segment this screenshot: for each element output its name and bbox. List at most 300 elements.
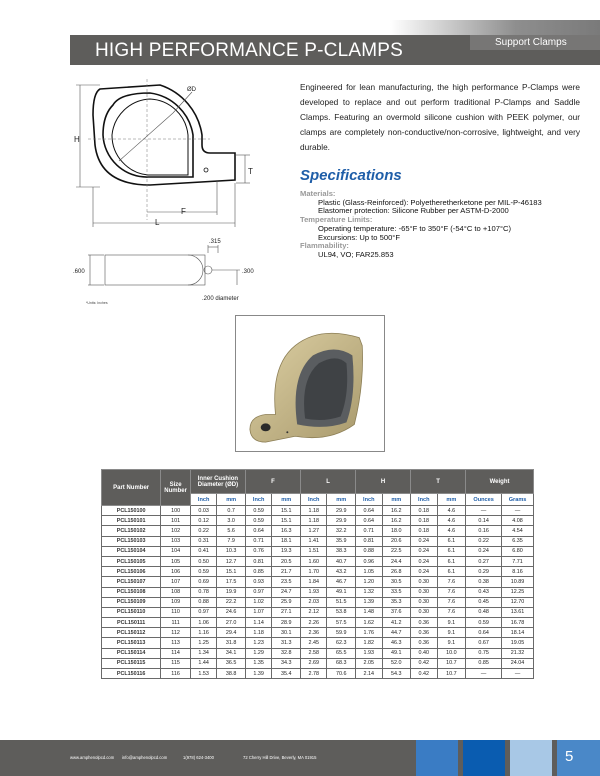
table-cell: 0.12 <box>190 516 216 526</box>
table-cell: 31.3 <box>272 638 301 648</box>
table-cell: 65.5 <box>327 648 356 658</box>
spec-line: Excursions: Up to 500°F <box>318 232 400 242</box>
table-cell: 0.76 <box>245 546 271 556</box>
table-cell: 0.64 <box>356 506 382 516</box>
footer-email: info@amphenolpcd.com <box>122 755 168 760</box>
table-cell: 0.38 <box>466 577 502 587</box>
table-row <box>102 556 534 566</box>
table-cell: 0.85 <box>245 567 271 577</box>
table-cell: 0.42 <box>411 658 437 668</box>
table-cell: 106 <box>161 567 191 577</box>
table-cell: 15.1 <box>217 567 246 577</box>
table-cell: 0.67 <box>466 638 502 648</box>
table-row <box>102 516 534 526</box>
table-cell: 1.60 <box>301 556 327 566</box>
table-cell: 6.1 <box>437 556 466 566</box>
part-number-cell: PCL150109 <box>102 597 161 607</box>
table-cell: 19.3 <box>272 546 301 556</box>
table-cell: 38.8 <box>217 669 246 679</box>
part-number-cell: PCL150113 <box>102 638 161 648</box>
spec-line: Operating temperature: -65°F to 350°F (-54°C to +107°C) <box>318 223 512 233</box>
table-cell: 1.93 <box>356 648 382 658</box>
table-cell: 2.03 <box>301 597 327 607</box>
part-number-cell: PCL150102 <box>102 526 161 536</box>
unit-header: Inch <box>301 494 327 506</box>
spec-label-temperature: Temperature Limits: <box>300 215 373 225</box>
table-cell: 2.69 <box>301 658 327 668</box>
section-label: Support Clamps <box>495 37 567 48</box>
table-cell: 35.9 <box>327 536 356 546</box>
technical-diagram <box>60 75 285 315</box>
table-cell: 10.89 <box>502 577 534 587</box>
table-cell: 33.5 <box>382 587 411 597</box>
table-cell: 46.3 <box>382 638 411 648</box>
table-cell: 22.5 <box>382 546 411 556</box>
table-cell: 41.2 <box>382 618 411 628</box>
table-cell: 9.1 <box>437 638 466 648</box>
table-cell: 24.7 <box>272 587 301 597</box>
table-cell: 110 <box>161 607 191 617</box>
table-cell: 52.0 <box>382 658 411 668</box>
table-cell: 0.16 <box>466 526 502 536</box>
table-cell: 0.40 <box>411 648 437 658</box>
table-cell: 0.30 <box>411 597 437 607</box>
table-cell: 0.75 <box>466 648 502 658</box>
footer-color-block <box>463 740 505 776</box>
table-cell: 40.7 <box>327 556 356 566</box>
table-cell: 32.8 <box>272 648 301 658</box>
table-cell: 16.2 <box>382 516 411 526</box>
table-cell: 0.64 <box>466 628 502 638</box>
table-row <box>102 587 534 597</box>
table-cell: 31.8 <box>217 638 246 648</box>
spec-line: Plastic (Glass-Reinforced): Polyetheretherketone per MIL-P-46183 <box>318 197 542 207</box>
table-cell: 4.08 <box>502 516 534 526</box>
table-cell: 7.71 <box>502 556 534 566</box>
table-cell: 12.7 <box>217 556 246 566</box>
table-cell: 2.36 <box>301 628 327 638</box>
table-cell: 29.9 <box>327 516 356 526</box>
table-cell: 13.61 <box>502 607 534 617</box>
table-cell: 7.9 <box>217 536 246 546</box>
table-cell: 8.16 <box>502 567 534 577</box>
table-cell: 1.82 <box>356 638 382 648</box>
table-cell: 20.6 <box>382 536 411 546</box>
table-cell: 27.0 <box>217 618 246 628</box>
table-row <box>102 506 534 516</box>
table-cell: 29.9 <box>327 506 356 516</box>
table-cell: 113 <box>161 638 191 648</box>
table-cell: 29.4 <box>217 628 246 638</box>
table-cell: 1.44 <box>190 658 216 668</box>
col-header-l: L <box>301 470 356 494</box>
part-number-cell: PCL150107 <box>102 577 161 587</box>
table-cell: 0.88 <box>190 597 216 607</box>
table-cell: 19.9 <box>217 587 246 597</box>
part-number-cell: PCL150108 <box>102 587 161 597</box>
table-cell: 0.30 <box>411 587 437 597</box>
table-row <box>102 526 534 536</box>
table-cell: 16.3 <box>272 526 301 536</box>
unit-header: Ounces <box>466 494 502 506</box>
table-cell: 1.05 <box>356 567 382 577</box>
col-header-h: H <box>356 470 411 494</box>
table-cell: 17.5 <box>217 577 246 587</box>
table-cell: 0.03 <box>190 506 216 516</box>
unit-header: Inch <box>356 494 382 506</box>
table-cell: 0.59 <box>190 567 216 577</box>
table-cell: 114 <box>161 648 191 658</box>
table-cell: 6.1 <box>437 536 466 546</box>
table-cell: 49.1 <box>382 648 411 658</box>
table-cell: 0.24 <box>411 536 437 546</box>
table-cell: 0.22 <box>466 536 502 546</box>
table-cell: 4.6 <box>437 526 466 536</box>
specifications-table <box>101 469 534 679</box>
footer-phone: 1(978) 624-3400 <box>183 755 214 760</box>
table-cell: 0.48 <box>466 607 502 617</box>
table-cell: 0.36 <box>411 618 437 628</box>
dim-label-width: .315 <box>209 239 221 245</box>
table-cell: 115 <box>161 658 191 668</box>
table-cell: 0.31 <box>190 536 216 546</box>
table-cell: 0.36 <box>411 638 437 648</box>
table-cell: 7.6 <box>437 577 466 587</box>
table-cell: 28.9 <box>272 618 301 628</box>
table-cell: 10.7 <box>437 658 466 668</box>
footer-website: www.amphenolpcd.com <box>70 755 115 760</box>
table-cell: 1.35 <box>245 658 271 668</box>
table-cell: 0.59 <box>245 516 271 526</box>
table-cell: 10.7 <box>437 669 466 679</box>
table-cell: 0.59 <box>466 618 502 628</box>
table-cell: 1.41 <box>301 536 327 546</box>
table-cell: 1.18 <box>301 516 327 526</box>
table-cell: 1.29 <box>245 648 271 658</box>
table-cell: 0.64 <box>245 526 271 536</box>
table-cell: 101 <box>161 516 191 526</box>
table-cell: 1.20 <box>356 577 382 587</box>
table-cell: 1.62 <box>356 618 382 628</box>
table-cell: 30.5 <box>382 577 411 587</box>
table-cell: 1.25 <box>190 638 216 648</box>
table-cell: 0.97 <box>190 607 216 617</box>
table-row <box>102 536 534 546</box>
table-cell: 0.88 <box>356 546 382 556</box>
unit-header: Inch <box>245 494 271 506</box>
table-row <box>102 648 534 658</box>
table-cell: 1.07 <box>245 607 271 617</box>
table-cell: 21.7 <box>272 567 301 577</box>
table-cell: 112 <box>161 628 191 638</box>
table-cell: 19.05 <box>502 638 534 648</box>
unit-header: Grams <box>502 494 534 506</box>
header-gradient <box>390 20 600 35</box>
unit-header: mm <box>327 494 356 506</box>
dim-label-h: H <box>74 135 80 144</box>
table-cell: 7.6 <box>437 597 466 607</box>
col-header-part-number: Part Number <box>102 470 161 506</box>
table-cell: 1.39 <box>245 669 271 679</box>
table-cell: 6.1 <box>437 546 466 556</box>
table-cell: 34.3 <box>272 658 301 668</box>
part-number-cell: PCL150111 <box>102 618 161 628</box>
table-cell: 1.14 <box>245 618 271 628</box>
dim-label-t: T <box>248 167 253 176</box>
table-cell: 1.48 <box>356 607 382 617</box>
table-cell: 0.18 <box>411 516 437 526</box>
dim-label-diameter: ØD <box>187 87 196 93</box>
part-number-cell: PCL150116 <box>102 669 161 679</box>
table-cell: 0.78 <box>190 587 216 597</box>
table-body <box>102 506 534 679</box>
table-cell: 0.29 <box>466 567 502 577</box>
table-cell: 26.8 <box>382 567 411 577</box>
table-cell: 111 <box>161 618 191 628</box>
table-cell: 109 <box>161 597 191 607</box>
table-cell: — <box>466 506 502 516</box>
table-cell: 9.1 <box>437 618 466 628</box>
spec-line: UL94, VO; FAR25.853 <box>318 249 394 259</box>
table-cell: 1.53 <box>190 669 216 679</box>
table-cell: 0.30 <box>411 607 437 617</box>
table-cell: 1.76 <box>356 628 382 638</box>
dim-label-side-height: .600 <box>73 269 85 275</box>
table-cell: 49.1 <box>327 587 356 597</box>
table-cell: — <box>502 506 534 516</box>
unit-header: mm <box>437 494 466 506</box>
table-cell: 46.7 <box>327 577 356 587</box>
part-number-cell: PCL150112 <box>102 628 161 638</box>
table-cell: — <box>466 669 502 679</box>
table-cell: 16.78 <box>502 618 534 628</box>
table-cell: 107 <box>161 577 191 587</box>
table-cell: 0.27 <box>466 556 502 566</box>
table-cell: 68.3 <box>327 658 356 668</box>
footer-color-block <box>557 740 600 776</box>
table-cell: 59.9 <box>327 628 356 638</box>
table-cell: 38.3 <box>327 546 356 556</box>
table-cell: 0.45 <box>466 597 502 607</box>
intro-paragraph: Engineered for lean manufacturing, the high performance P-Clamps were developed to replace and out perform traditional P-Clamps and Saddle Clamps. Featuring an overmold silicone cushion with PEEK polymer, our clamps are completely non-conductive/non-corrosive, lightweight, and very durable. <box>300 82 580 152</box>
table-cell: 37.6 <box>382 607 411 617</box>
table-cell: 2.12 <box>301 607 327 617</box>
table-cell: 30.1 <box>272 628 301 638</box>
table-cell: 4.54 <box>502 526 534 536</box>
table-cell: 9.1 <box>437 628 466 638</box>
table-cell: 0.64 <box>356 516 382 526</box>
table-cell: 36.5 <box>217 658 246 668</box>
table-cell: 70.6 <box>327 669 356 679</box>
table-cell: 24.6 <box>217 607 246 617</box>
spec-label-flammability: Flammability: <box>300 241 349 251</box>
footer-color-block <box>510 740 552 776</box>
table-cell: 23.5 <box>272 577 301 587</box>
table-cell: 0.71 <box>356 526 382 536</box>
table-cell: 1.39 <box>356 597 382 607</box>
part-number-cell: PCL150101 <box>102 516 161 526</box>
table-cell: 102 <box>161 526 191 536</box>
table-cell: 0.18 <box>411 506 437 516</box>
dim-label-f: F <box>181 207 186 216</box>
table-cell: 4.6 <box>437 516 466 526</box>
table-cell: 0.41 <box>190 546 216 556</box>
table-cell: 0.71 <box>245 536 271 546</box>
part-number-cell: PCL150114 <box>102 648 161 658</box>
table-cell: 2.45 <box>301 638 327 648</box>
table-cell: 5.6 <box>217 526 246 536</box>
table-cell: 10.3 <box>217 546 246 556</box>
table-row <box>102 669 534 679</box>
units-note: *Units: Inches <box>86 301 108 305</box>
table-cell: 1.32 <box>356 587 382 597</box>
table-cell: 22.2 <box>217 597 246 607</box>
table-row <box>102 577 534 587</box>
part-number-cell: PCL150105 <box>102 556 161 566</box>
table-cell: 1.23 <box>245 638 271 648</box>
table-row <box>102 597 534 607</box>
col-header-weight: Weight <box>466 470 534 494</box>
part-number-cell: PCL150103 <box>102 536 161 546</box>
part-number-cell: PCL150115 <box>102 658 161 668</box>
table-cell: 105 <box>161 556 191 566</box>
dim-label-hole-diameter: .200 diameter <box>202 296 239 302</box>
table-cell: 15.1 <box>272 506 301 516</box>
table-cell: 44.7 <box>382 628 411 638</box>
table-cell: 1.27 <box>301 526 327 536</box>
col-header-size-number: Size Number <box>161 470 191 506</box>
specifications-list <box>300 190 542 260</box>
table-row <box>102 607 534 617</box>
table-cell: 1.70 <box>301 567 327 577</box>
table-cell: 7.6 <box>437 607 466 617</box>
table-cell: 51.5 <box>327 597 356 607</box>
unit-header: mm <box>382 494 411 506</box>
table-cell: 0.69 <box>190 577 216 587</box>
unit-header: mm <box>217 494 246 506</box>
table-cell: 20.5 <box>272 556 301 566</box>
table-row <box>102 638 534 648</box>
table-cell: 0.24 <box>411 556 437 566</box>
table-cell: 2.78 <box>301 669 327 679</box>
table-cell: 2.05 <box>356 658 382 668</box>
table-cell: 24.04 <box>502 658 534 668</box>
table-cell: 1.16 <box>190 628 216 638</box>
table-cell: 27.1 <box>272 607 301 617</box>
table-cell: 53.8 <box>327 607 356 617</box>
table-row <box>102 567 534 577</box>
table-cell: 0.36 <box>411 628 437 638</box>
col-header-t: T <box>411 470 466 494</box>
table-cell: 10.0 <box>437 648 466 658</box>
table-cell: 12.70 <box>502 597 534 607</box>
table-cell: 103 <box>161 536 191 546</box>
table-cell: 25.9 <box>272 597 301 607</box>
table-cell: 18.0 <box>382 526 411 536</box>
table-cell: 35.3 <box>382 597 411 607</box>
table-row <box>102 628 534 638</box>
part-number-cell: PCL150106 <box>102 567 161 577</box>
table-cell: 2.14 <box>356 669 382 679</box>
table-cell: 6.35 <box>502 536 534 546</box>
table-cell: 6.80 <box>502 546 534 556</box>
col-header-inner-cushion: Inner Cushion Diameter (ØD) <box>190 470 245 494</box>
table-cell: 0.81 <box>356 536 382 546</box>
table-cell: 0.59 <box>245 506 271 516</box>
part-number-cell: PCL150100 <box>102 506 161 516</box>
table-cell: — <box>502 669 534 679</box>
col-header-f: F <box>245 470 300 494</box>
table-cell: 0.50 <box>190 556 216 566</box>
table-cell: 54.3 <box>382 669 411 679</box>
table-row <box>102 658 534 668</box>
table-cell: 57.5 <box>327 618 356 628</box>
table-cell: 62.3 <box>327 638 356 648</box>
table-cell: 1.51 <box>301 546 327 556</box>
table-cell: 0.7 <box>217 506 246 516</box>
p-clamp-illustration-icon <box>236 316 384 451</box>
table-cell: 0.24 <box>411 567 437 577</box>
table-cell: 2.26 <box>301 618 327 628</box>
table-cell: 0.42 <box>411 669 437 679</box>
product-photo <box>235 315 385 452</box>
table-cell: 0.14 <box>466 516 502 526</box>
table-cell: 1.34 <box>190 648 216 658</box>
specifications-heading: Specifications <box>300 167 402 184</box>
footer-address: 72 Cherry Hill Drive, Beverly, MA 01915 <box>243 755 317 760</box>
table-cell: 18.14 <box>502 628 534 638</box>
table-cell: 0.97 <box>245 587 271 597</box>
table-cell: 0.18 <box>411 526 437 536</box>
table-cell: 21.32 <box>502 648 534 658</box>
table-cell: 108 <box>161 587 191 597</box>
table-cell: 18.1 <box>272 536 301 546</box>
table-cell: 0.24 <box>466 546 502 556</box>
table-cell: 104 <box>161 546 191 556</box>
part-number-cell: PCL150110 <box>102 607 161 617</box>
table-cell: 1.02 <box>245 597 271 607</box>
page-title: HIGH PERFORMANCE P-CLAMPS <box>95 40 403 61</box>
table-cell: 116 <box>161 669 191 679</box>
table-cell: 1.18 <box>245 628 271 638</box>
table-cell: 1.93 <box>301 587 327 597</box>
table-cell: 0.96 <box>356 556 382 566</box>
table-cell: 0.81 <box>245 556 271 566</box>
footer-color-block <box>416 740 458 776</box>
table-cell: 12.25 <box>502 587 534 597</box>
table-row <box>102 618 534 628</box>
table-cell: 0.93 <box>245 577 271 587</box>
table-cell: 4.6 <box>437 506 466 516</box>
table-cell: 0.85 <box>466 658 502 668</box>
table-cell: 15.1 <box>272 516 301 526</box>
page-number: 5 <box>565 748 574 765</box>
table-cell: 6.1 <box>437 567 466 577</box>
table-cell: 24.4 <box>382 556 411 566</box>
table-cell: 0.22 <box>190 526 216 536</box>
table-cell: 100 <box>161 506 191 516</box>
table-cell: 34.1 <box>217 648 246 658</box>
table-cell: 7.6 <box>437 587 466 597</box>
table-row <box>102 546 534 556</box>
table-cell: 3.0 <box>217 516 246 526</box>
unit-header: Inch <box>411 494 437 506</box>
table-cell: 35.4 <box>272 669 301 679</box>
dim-label-hole-offset: .300 <box>242 269 254 275</box>
spec-label-materials: Materials: <box>300 189 336 198</box>
table-cell: 0.43 <box>466 587 502 597</box>
table-cell: 0.30 <box>411 577 437 587</box>
